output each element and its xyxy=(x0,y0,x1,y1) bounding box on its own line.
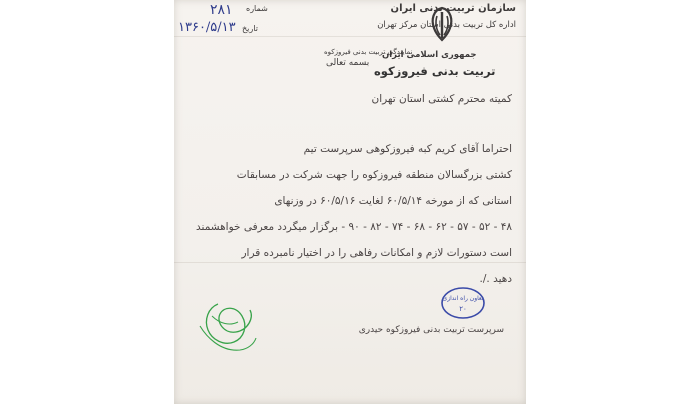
recipient-line: کمیته محترم کشتی استان تهران xyxy=(371,93,512,105)
org-branch: نمایندگی تربیت بدنی فیروزکوه xyxy=(324,48,413,56)
number-value: ۲۸۱ xyxy=(210,2,233,18)
oval-stamp xyxy=(440,286,486,320)
emblem-title-2: تربیت بدنی فیروزکوه xyxy=(374,64,496,78)
letter-sheet xyxy=(174,0,526,404)
paper-fold xyxy=(174,262,526,263)
basmala: بسمه تعالی xyxy=(326,58,370,68)
body-line-2: کشتی بزرگسالان منطقه فیروزکوه را جهت شرکت در مسابقات xyxy=(236,169,512,181)
body-line-6: دهید ./. xyxy=(479,273,512,285)
body-line-5: است دستورات لازم و امکانات رفاهی را در اختیار نامبرده قرار xyxy=(241,247,512,259)
date-label: تاریخ xyxy=(242,24,258,33)
number-label: شماره xyxy=(246,4,268,13)
signature-title: سرپرست تربیت بدنی فیروزکوه حیدری xyxy=(358,325,504,335)
emblem-title-1: جمهوری اسلامی ایران xyxy=(382,50,477,60)
body-line-1: احتراما آقای کریم کبه فیروزکوهی سرپرست تیم xyxy=(303,143,512,155)
emblem-icon xyxy=(427,4,457,46)
paper-fold xyxy=(174,36,526,37)
stamp-text-1: تعاون راه اندازی xyxy=(442,295,484,302)
signature-scribble xyxy=(190,296,260,356)
org-name: سازمان تربیت بدنی ایران xyxy=(390,3,516,14)
body-line-4: ۴۸ - ۵۲ - ۵۷ - ۶۲ - ۶۸ - ۷۴ - ۸۲ - ۹۰ - برگزار میگردد معرفی خواهشمند xyxy=(196,221,512,233)
date-value: ۱۳۶۰/۵/۱۳ xyxy=(178,20,236,35)
body-line-3: استانی که از مورخه ۶۰/۵/۱۴ لغایت ۶۰/۵/۱۶ در وزنهای xyxy=(274,195,512,207)
stamp-text-2: ۲۰ xyxy=(459,305,467,313)
org-department: اداره کل تربیت بدنی استان مرکز تهران xyxy=(377,20,516,30)
